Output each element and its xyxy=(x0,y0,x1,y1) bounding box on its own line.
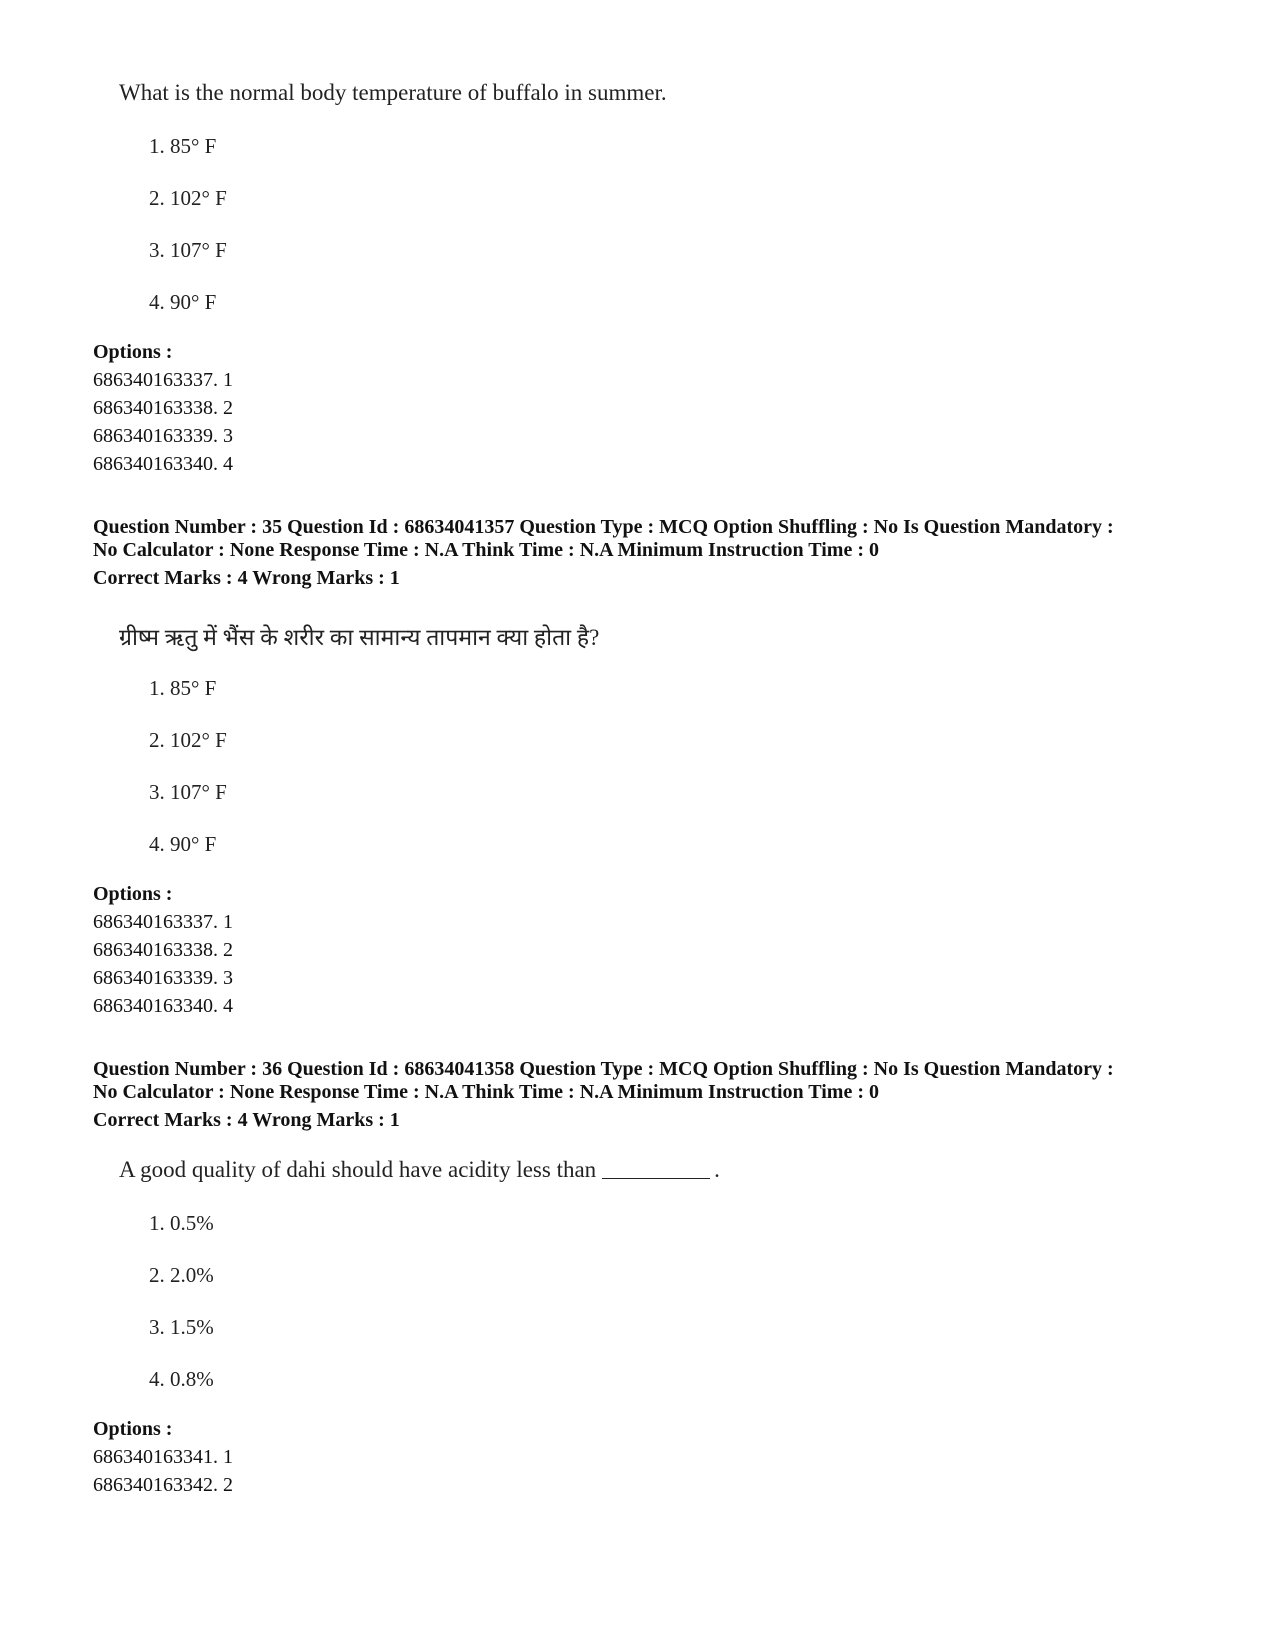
question-text-dahi-acidity xyxy=(119,1157,720,1183)
question-text-hindi: ग्रीष्म ऋतु में भैंस के शरीर का सामान्य तापमान क्या होता है? xyxy=(119,625,600,650)
option-id: 686340163340. 4 xyxy=(93,995,233,1017)
question-meta-line: Question Number : 35 Question Id : 68634041357 Question Type : MCQ Option Shuffling : No Is Question Mandatory : xyxy=(93,516,1114,538)
choice-3: 3. 107° F xyxy=(149,238,227,262)
choice-4: 4. 0.8% xyxy=(149,1367,214,1391)
choice-1: 1. 85° F xyxy=(149,134,217,158)
option-id: 686340163341. 1 xyxy=(93,1446,233,1468)
choice-1: 1. 0.5% xyxy=(149,1211,214,1235)
choice-2: 2. 102° F xyxy=(149,728,227,752)
choice-2: 2. 2.0% xyxy=(149,1263,214,1287)
choice-2: 2. 102° F xyxy=(149,186,227,210)
fill-in-blank xyxy=(602,1178,710,1179)
option-id: 686340163337. 1 xyxy=(93,911,233,933)
question-meta-line: No Calculator : None Response Time : N.A Think Time : N.A Minimum Instruction Time : 0 xyxy=(93,1081,879,1103)
option-id: 686340163337. 1 xyxy=(93,369,233,391)
option-id: 686340163342. 2 xyxy=(93,1474,233,1496)
option-id: 686340163338. 2 xyxy=(93,939,233,961)
choice-1: 1. 85° F xyxy=(149,676,217,700)
options-label: Options : xyxy=(93,341,173,363)
choice-4: 4. 90° F xyxy=(149,832,217,856)
question-text-part: . xyxy=(714,1157,720,1182)
choice-3: 3. 1.5% xyxy=(149,1315,214,1339)
option-id: 686340163339. 3 xyxy=(93,425,233,447)
marks-line: Correct Marks : 4 Wrong Marks : 1 xyxy=(93,567,400,589)
option-id: 686340163338. 2 xyxy=(93,397,233,419)
options-label: Options : xyxy=(93,1418,173,1440)
question-text-part: A good quality of dahi should have acidity less than xyxy=(119,1157,597,1182)
option-id: 686340163340. 4 xyxy=(93,453,233,475)
question-meta-line: Question Number : 36 Question Id : 68634041358 Question Type : MCQ Option Shuffling : No Is Question Mandatory : xyxy=(93,1058,1114,1080)
question-meta-line: No Calculator : None Response Time : N.A Think Time : N.A Minimum Instruction Time : 0 xyxy=(93,539,879,561)
option-id: 686340163339. 3 xyxy=(93,967,233,989)
marks-line: Correct Marks : 4 Wrong Marks : 1 xyxy=(93,1109,400,1131)
choice-3: 3. 107° F xyxy=(149,780,227,804)
question-text-buffalo-temperature: What is the normal body temperature of buffalo in summer. xyxy=(119,80,667,105)
choice-4: 4. 90° F xyxy=(149,290,217,314)
options-label: Options : xyxy=(93,883,173,905)
